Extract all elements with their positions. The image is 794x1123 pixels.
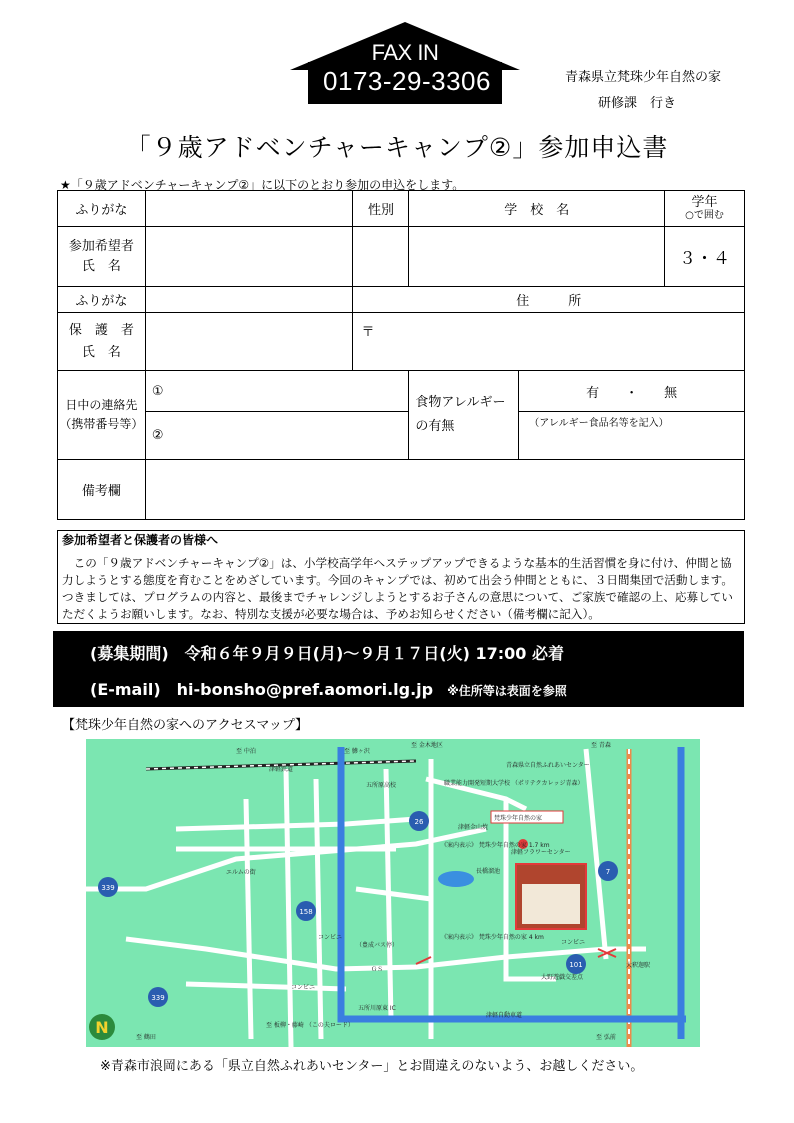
email-address[interactable]: (E-mail) hi-bonsho@pref.aomori.lg.jp (90, 680, 434, 699)
pond (438, 871, 474, 887)
address-field[interactable] (353, 313, 745, 371)
postal-mark: 〒 (361, 325, 375, 340)
label-elm: エルムの街 (226, 869, 256, 876)
notice-heading: 参加希望者と保護者の皆様へ (62, 533, 219, 547)
guardian-furigana-field[interactable] (145, 287, 353, 313)
route-26: 26 (414, 818, 424, 826)
label-nature-center: 青森県立自然ふれあいセンター (506, 762, 590, 769)
route-101: 101 (569, 961, 583, 969)
label-goshogawara-high: 五所原高校 (366, 782, 397, 789)
label-ohno: 大野遊戯交差点 (541, 974, 584, 981)
north-label: N (95, 1018, 109, 1037)
route-158: 158 (299, 908, 313, 916)
label-gs: ＧＳ (371, 966, 384, 973)
route-339-top: 339 (101, 884, 115, 892)
furigana2-label: ふりがな (58, 287, 146, 313)
remarks-label: 備考欄 (58, 460, 146, 520)
label-tsugaru-expressway: 津軽自動車道 (486, 1012, 523, 1019)
grade-options[interactable]: ３・４ (665, 227, 745, 287)
label-tsugaru-kinzan: 津軽金山焼 (458, 824, 489, 831)
label-to-aomori: 至 青森 (591, 742, 611, 749)
allergy-label-1: 食物アレルギー (415, 395, 506, 410)
guardian-label-2: 氏 名 (81, 344, 121, 360)
grade-label: 学年 (691, 194, 718, 210)
label-convenience-2: コンビニ (561, 939, 586, 946)
applicant-name-field[interactable] (145, 227, 353, 287)
allergy-detail-field[interactable] (519, 412, 745, 460)
applicant-label-1: 参加希望者 (68, 238, 134, 254)
bonsho-building (522, 884, 580, 924)
fax-number: 0173-29-3306 (323, 66, 491, 96)
allergy-label-2: の有無 (415, 419, 455, 434)
email-note: ※住所等は表面を参照 (447, 684, 567, 698)
recipient-org: 青森県立梵珠少年自然の家 (565, 70, 722, 85)
label-flower-center: 津軽フラワーセンター (511, 849, 571, 856)
recipient-dept: 研修課 行き (598, 96, 677, 111)
label-ohshakusen: 大釈迦駅 (626, 962, 651, 969)
bonsho-label: 梵珠少年自然の家 (494, 815, 543, 822)
guardian-label-1: 保 護 者 (68, 322, 134, 338)
school-label: 学 校 名 (409, 191, 665, 227)
label-to-naka: 至 中泊 (236, 748, 256, 755)
page-title: 「９歳アドベンチャーキャンプ②」参加申込書 (125, 133, 669, 162)
gender-field[interactable] (353, 227, 409, 287)
label-polytech: 職業能力開発短期大学校 （ポリテクカレッジ青森） (444, 780, 584, 787)
email-line (90, 677, 567, 700)
contact-2-mark: ② (151, 428, 164, 443)
label-to-sai: 至 鰺ヶ沢 (344, 748, 370, 755)
route-7: 7 (605, 868, 611, 876)
map-title: 【梵珠少年自然の家へのアクセスマップ】 (62, 718, 308, 733)
contact-field-1[interactable] (145, 371, 409, 412)
furigana-field[interactable] (145, 191, 353, 227)
label-to-tsuruta: 至 鶴田 (136, 1034, 156, 1041)
label-to-kanagi: 至 金木地区 (411, 742, 443, 749)
intro-text: ★「９歳アドベンチャーキャンプ②」に以下のとおり参加の申込をします。 (60, 178, 465, 192)
application-period: (募集期間) 令和６年９月９日(月)～９月１７日(火) 17:00 必着 (90, 644, 564, 663)
label-to-itayanagi: 至 板柳・藤崎 （この夫ロード） (266, 1022, 354, 1029)
label-tsugaru-rail: 津軽鉄道 (269, 766, 294, 773)
route-339-bottom: 339 (151, 994, 165, 1002)
contact-1-mark: ① (151, 383, 164, 399)
applicant-label-2: 氏 名 (81, 258, 121, 274)
label-guide1: 《案内表示》 梵珠少年自然の家 1.7 km (441, 842, 550, 849)
guardian-name-field[interactable] (145, 313, 353, 371)
label-goshogawara-ic: 五所川原東 IC (358, 1005, 396, 1012)
application-form (57, 190, 745, 520)
label-nagahashi: 長橋溜池 (476, 868, 501, 875)
label-convenience-3: コンビニ (291, 984, 316, 991)
furigana-label: ふりがな (58, 191, 146, 227)
allergy-note: （アレルギー食品名等を記入） (529, 418, 669, 429)
fax-label: FAX IN (371, 40, 439, 65)
label-convenience-1: コンビニ (318, 934, 343, 941)
school-field[interactable] (409, 227, 665, 287)
contact-label-2: （携帯番号等） (59, 417, 144, 431)
label-guide2: 《案内表示》 梵珠少年自然の家 4 km (441, 934, 544, 941)
access-map (86, 739, 700, 1047)
notice-body: この「９歳アドベンチャーキャンプ②」は、小学校高学年へステップアップできるような基本的生活習慣を身に付け、仲間と協力しようとする態度を育むことをめざしています。今回のキャンプでは、初めて出会う仲間とともに、３日間集団で活動します。つきましては、プログラムの内容と、最後までチャレンジしようとするお子さんの意思について、ご家族で確認の上、応募していただくようお願いします。なお、特別な支援が必要な場合は、予めお知らせください（備考欄に記入）。 (62, 556, 733, 621)
footer-note: ※青森市浪岡にある「県立自然ふれあいセンター」とお間違えのないよう、お越しください。 (100, 1059, 644, 1074)
grade-note: ○で囲む (685, 209, 724, 221)
gender-label: 性別 (353, 191, 409, 227)
allergy-options[interactable]: 有 ・ 無 (519, 371, 745, 412)
contact-label-1: 日中の連絡先 (65, 398, 138, 412)
label-to-hirosaki: 至 弘前 (596, 1034, 616, 1041)
address-label: 住 所 (353, 287, 745, 313)
contact-field-2[interactable] (145, 412, 409, 460)
remarks-field[interactable] (145, 460, 744, 520)
label-toyonari: （豊成バス停） (356, 942, 399, 949)
